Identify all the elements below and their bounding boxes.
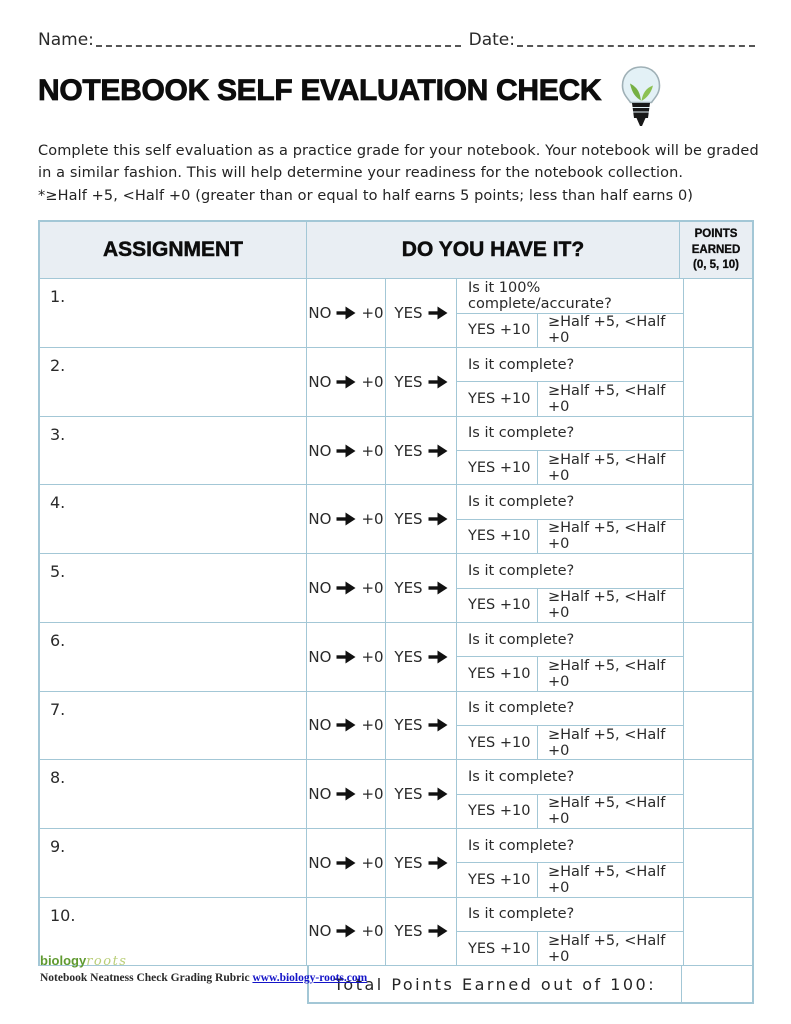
right-arrow-icon — [336, 581, 356, 595]
question-cell — [457, 760, 684, 828]
yes-cell — [386, 898, 457, 966]
question-text: Is it complete? — [457, 760, 683, 794]
no-cell — [307, 279, 386, 347]
half-points-rule: ≥Half +5, <Half +0 — [548, 383, 666, 416]
question-text: Is it complete? — [457, 417, 683, 451]
table-row — [40, 760, 752, 829]
half-points-rule: ≥Half +5, <Half +0 — [548, 520, 666, 553]
lightbulb-icon — [615, 64, 667, 132]
right-arrow-icon — [336, 375, 356, 389]
total-row — [307, 966, 754, 1004]
question-scoring-row — [457, 589, 683, 622]
question-cell — [457, 623, 684, 691]
points-header-line2: EARNED — [691, 243, 741, 256]
column-header-do-you-have-it: DO YOU HAVE IT? — [307, 222, 680, 278]
question-text: Is it complete? — [457, 829, 683, 863]
right-arrow-icon — [336, 306, 356, 320]
yes-points-rule: YES +10 — [457, 795, 538, 828]
assignment-number: 8. — [50, 768, 66, 788]
right-arrow-icon — [336, 650, 356, 664]
table-row — [40, 417, 752, 486]
column-header-assignment: ASSIGNMENT — [40, 222, 307, 278]
question-cell — [457, 279, 684, 347]
yes-cell — [386, 554, 457, 622]
yes-cell — [386, 279, 457, 347]
half-points-rule: ≥Half +5, <Half +0 — [548, 589, 666, 622]
no-label: NO — [308, 853, 332, 872]
question-scoring-row — [457, 932, 683, 965]
no-points-value: +0 — [361, 853, 384, 872]
assignment-number: 6. — [50, 630, 66, 650]
question-cell — [457, 417, 684, 485]
yes-cell — [386, 760, 457, 828]
table-row — [40, 623, 752, 692]
question-scoring-row — [457, 314, 683, 347]
table-row — [40, 348, 752, 417]
yes-label: YES — [394, 647, 423, 666]
right-arrow-icon — [336, 718, 356, 732]
yes-label: YES — [394, 922, 423, 941]
half-points-rule: ≥Half +5, <Half +0 — [548, 314, 666, 347]
right-arrow-icon — [428, 718, 448, 732]
page-title: NOTEBOOK SELF EVALUATION CHECK — [38, 74, 602, 107]
assignment-cell — [40, 485, 307, 553]
right-arrow-icon — [428, 787, 448, 801]
no-points-value: +0 — [361, 441, 384, 460]
points-earned-cell — [684, 623, 756, 691]
credit-line — [40, 972, 367, 984]
question-cell — [457, 692, 684, 760]
yes-points-rule: YES +10 — [457, 382, 538, 415]
no-cell — [307, 417, 386, 485]
right-arrow-icon — [428, 306, 448, 320]
right-arrow-icon — [428, 650, 448, 664]
table-row — [40, 692, 752, 761]
no-points-value: +0 — [361, 510, 384, 529]
biology-roots-logo — [40, 953, 367, 969]
biology-roots-link[interactable]: www.biology-roots.com — [252, 972, 368, 984]
title-row — [38, 74, 755, 128]
yes-label: YES — [394, 441, 423, 460]
no-label: NO — [308, 647, 332, 666]
assignment-number: 2. — [50, 356, 66, 376]
logo-roots-text: roots — [86, 954, 128, 969]
question-cell — [457, 554, 684, 622]
points-header-line3: (0, 5, 10) — [692, 259, 740, 272]
right-arrow-icon — [336, 787, 356, 801]
right-arrow-icon — [336, 512, 356, 526]
half-points-rule: ≥Half +5, <Half +0 — [548, 451, 666, 484]
question-text: Is it 100% complete/accurate? — [457, 279, 683, 313]
yes-points-rule: YES +10 — [457, 589, 538, 622]
table-header-row — [40, 222, 752, 279]
half-points-rule: ≥Half +5, <Half +0 — [548, 932, 666, 965]
assignment-cell — [40, 623, 307, 691]
date-label: Date: — [468, 30, 515, 50]
no-points-value: +0 — [361, 372, 384, 391]
name-blank-line — [96, 45, 461, 47]
question-cell — [457, 485, 684, 553]
half-points-rule: ≥Half +5, <Half +0 — [548, 795, 666, 828]
name-date-row — [38, 30, 755, 50]
points-earned-cell — [684, 279, 756, 347]
no-label: NO — [308, 441, 332, 460]
yes-points-rule: YES +10 — [457, 863, 538, 896]
instructions — [38, 140, 759, 207]
footer — [40, 953, 367, 984]
points-header-line1: POINTS — [694, 228, 738, 241]
table-row — [40, 279, 752, 348]
question-cell — [457, 348, 684, 416]
right-arrow-icon — [336, 924, 356, 938]
no-cell — [307, 348, 386, 416]
yes-cell — [386, 348, 457, 416]
question-scoring-row — [457, 451, 683, 484]
yes-points-rule: YES +10 — [457, 657, 538, 690]
points-earned-cell — [684, 348, 756, 416]
yes-label: YES — [394, 853, 423, 872]
yes-cell — [386, 692, 457, 760]
table-row — [40, 554, 752, 623]
no-cell — [307, 485, 386, 553]
yes-label: YES — [394, 579, 423, 597]
right-arrow-icon — [336, 444, 356, 458]
yes-points-rule: YES +10 — [457, 314, 538, 347]
question-scoring-row — [457, 382, 683, 415]
no-label: NO — [308, 510, 332, 529]
evaluation-table — [38, 220, 754, 966]
yes-label: YES — [394, 510, 423, 529]
right-arrow-icon — [428, 581, 448, 595]
yes-label: YES — [394, 304, 423, 323]
assignment-number: 7. — [50, 699, 66, 719]
points-earned-cell — [684, 692, 756, 760]
total-points-label: Total Points Earned out of 100: — [309, 966, 682, 1002]
date-blank-line — [517, 45, 755, 47]
yes-points-rule: YES +10 — [457, 451, 538, 484]
points-earned-cell — [684, 760, 756, 828]
question-text: Is it complete? — [457, 898, 683, 932]
no-label: NO — [308, 922, 332, 941]
no-points-value: +0 — [361, 647, 384, 666]
assignment-cell — [40, 554, 307, 622]
half-points-rule: ≥Half +5, <Half +0 — [548, 657, 666, 690]
question-text: Is it complete? — [457, 485, 683, 519]
assignment-number: 9. — [50, 836, 66, 856]
no-label: NO — [308, 716, 332, 735]
question-scoring-row — [457, 863, 683, 896]
right-arrow-icon — [428, 444, 448, 458]
assignment-cell — [40, 348, 307, 416]
no-cell — [307, 692, 386, 760]
no-cell — [307, 760, 386, 828]
no-points-value: +0 — [361, 579, 384, 597]
right-arrow-icon — [428, 375, 448, 389]
instructions-line-2: in a similar fashion. This will help determine your readiness for the notebook collection. — [38, 165, 684, 182]
yes-cell — [386, 623, 457, 691]
yes-points-rule: YES +10 — [457, 932, 538, 965]
total-points-cell — [682, 966, 752, 1002]
half-points-rule: ≥Half +5, <Half +0 — [548, 726, 666, 759]
credit-text: Notebook Neatness Check Grading Rubric — [40, 972, 250, 984]
no-label: NO — [308, 304, 332, 323]
right-arrow-icon — [428, 512, 448, 526]
yes-label: YES — [394, 785, 423, 804]
points-earned-cell — [684, 829, 756, 897]
table-row — [40, 485, 752, 554]
question-scoring-row — [457, 657, 683, 690]
logo-biology-text: biology — [40, 953, 87, 968]
scoring-note: *≥Half +5, <Half +0 (greater than or equal to half earns 5 points; less than half earns 0) — [38, 187, 694, 204]
question-text: Is it complete? — [457, 554, 683, 588]
no-points-value: +0 — [361, 785, 384, 804]
no-label: NO — [308, 372, 332, 391]
assignment-cell — [40, 417, 307, 485]
column-header-points-earned — [680, 222, 752, 278]
yes-cell — [386, 417, 457, 485]
no-cell — [307, 623, 386, 691]
question-cell — [457, 898, 684, 966]
yes-label: YES — [394, 716, 423, 735]
assignment-number: 4. — [50, 493, 66, 513]
table-body — [40, 279, 752, 966]
assignment-number: 10. — [50, 905, 76, 925]
question-text: Is it complete? — [457, 623, 683, 657]
yes-cell — [386, 485, 457, 553]
question-cell — [457, 829, 684, 897]
yes-points-rule: YES +10 — [457, 726, 538, 759]
yes-label: YES — [394, 372, 423, 391]
points-earned-cell — [684, 485, 756, 553]
points-earned-cell — [684, 554, 756, 622]
assignment-number: 3. — [50, 424, 66, 444]
name-label: Name: — [38, 30, 94, 50]
table-row — [40, 829, 752, 898]
no-cell — [307, 829, 386, 897]
points-earned-cell — [684, 417, 756, 485]
right-arrow-icon — [428, 924, 448, 938]
question-scoring-row — [457, 726, 683, 759]
no-cell — [307, 554, 386, 622]
question-scoring-row — [457, 795, 683, 828]
assignment-number: 5. — [50, 562, 66, 582]
half-points-rule: ≥Half +5, <Half +0 — [548, 863, 666, 896]
no-points-value: +0 — [361, 716, 384, 735]
assignment-cell — [40, 760, 307, 828]
question-scoring-row — [457, 520, 683, 553]
points-earned-cell — [684, 898, 756, 966]
assignment-number: 1. — [50, 287, 66, 307]
yes-points-rule: YES +10 — [457, 520, 538, 553]
no-points-value: +0 — [361, 304, 384, 323]
yes-cell — [386, 829, 457, 897]
assignment-cell — [40, 279, 307, 347]
question-text: Is it complete? — [457, 348, 683, 382]
instructions-line-1: Complete this self evaluation as a practice grade for your notebook. Your notebook will be graded — [38, 143, 759, 159]
right-arrow-icon — [336, 856, 356, 870]
question-text: Is it complete? — [457, 692, 683, 726]
assignment-cell — [40, 692, 307, 760]
no-points-value: +0 — [361, 922, 384, 941]
assignment-cell — [40, 829, 307, 897]
right-arrow-icon — [428, 856, 448, 870]
no-label: NO — [308, 785, 332, 804]
no-label: NO — [308, 579, 332, 597]
